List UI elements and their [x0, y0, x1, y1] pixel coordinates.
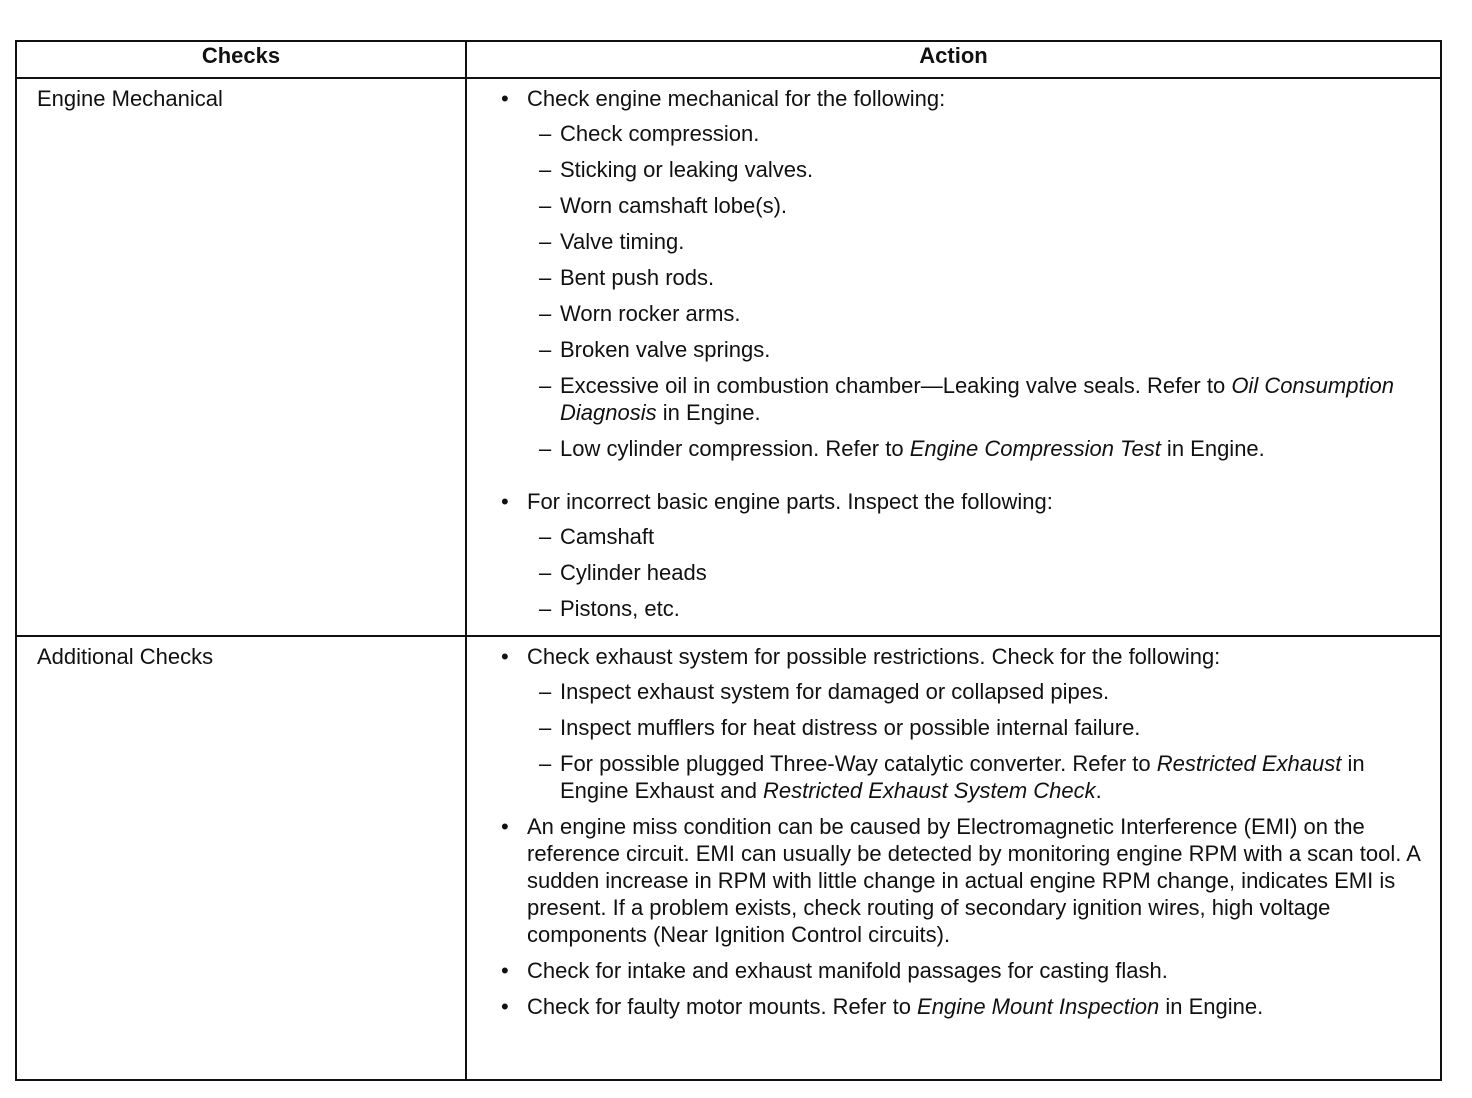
bullet-text: • For incorrect basic engine parts. Inspect the following: — [527, 489, 1053, 514]
header-action: Action — [466, 41, 1441, 78]
header-checks: Checks — [16, 41, 466, 78]
bullet-item — [501, 813, 1430, 948]
bullet-item — [501, 488, 1430, 622]
header-row — [16, 41, 1441, 78]
bullet-item — [501, 957, 1430, 984]
dash-item-text: in Engine. — [656, 400, 761, 425]
dash-item-text: . — [1095, 778, 1102, 803]
dash-list — [527, 678, 1430, 804]
table-row — [16, 636, 1441, 1080]
dash-item: – Valve timing. — [539, 228, 1430, 255]
reference-link: Restricted Exhaust — [1156, 751, 1342, 776]
bullet-text-part: Check for faulty motor mounts. Refer to — [527, 994, 918, 1019]
bullet-text — [527, 993, 1430, 1020]
dash-item: – Bent push rods. — [539, 264, 1430, 291]
action-cell — [466, 636, 1441, 1080]
dash-item-text: Low cylinder compression. Refer to — [560, 436, 910, 461]
bullet-text: • Check engine mechanical for the following: — [527, 86, 946, 111]
bullet-text: • Check exhaust system for possible restrictions. Check for the following: — [527, 644, 1221, 669]
bullet-item — [501, 643, 1430, 804]
reference-link: Engine Compression Test — [909, 436, 1161, 461]
dash-item: – Inspect mufflers for heat distress or possible internal failure. — [539, 714, 1430, 741]
dash-item-text: in Engine. — [1160, 436, 1265, 461]
diagnostic-table — [15, 40, 1442, 1081]
table-row — [16, 78, 1441, 636]
dash-item — [539, 372, 1430, 426]
bullet-item — [501, 993, 1430, 1020]
dash-item — [539, 750, 1430, 804]
reference-link: Restricted Exhaust System Check — [763, 778, 1096, 803]
dash-list — [527, 120, 1430, 462]
dash-item: – Check compression. — [539, 120, 1430, 147]
dash-item: – Sticking or leaking valves. — [539, 156, 1430, 183]
dash-item: – Broken valve springs. — [539, 336, 1430, 363]
reference-link: Oil Consumption Diagnosis — [560, 373, 1394, 425]
check-name: Additional Checks — [16, 636, 466, 1080]
dash-item-text: For possible plugged Three-Way catalytic converter. Refer to — [560, 751, 1157, 776]
dash-item — [539, 435, 1430, 462]
dash-item: – Camshaft — [539, 523, 1430, 550]
bullet-item — [501, 85, 1430, 462]
dash-item: – Pistons, etc. — [539, 595, 1430, 622]
check-name: Engine Mechanical — [16, 78, 466, 636]
action-cell — [466, 78, 1441, 636]
dash-list — [527, 523, 1430, 622]
dash-item: – Inspect exhaust system for damaged or collapsed pipes. — [539, 678, 1430, 705]
dash-item: – Cylinder heads — [539, 559, 1430, 586]
bullet-text: • An engine miss condition can be caused by Electromagnetic Interference (EMI) on the reference circuit. EMI can usually be detected by monitoring engine RPM with a scan tool. A sudden increase in RPM with little change in actual engine RPM change, indicates EMI is present. If a problem exists, check routing of secondary ignition wires, high voltage components (Near Ignition Control circuits). — [527, 814, 1420, 947]
dash-item-text: Excessive oil in combustion chamber—Leaking valve seals. Refer to — [560, 373, 1232, 398]
dash-item: – Worn rocker arms. — [539, 300, 1430, 327]
dash-item: – Worn camshaft lobe(s). — [539, 192, 1430, 219]
bullet-text: • Check for intake and exhaust manifold passages for casting flash. — [527, 958, 1168, 983]
dash-item-text: in Engine Exhaust and — [560, 751, 1365, 803]
bullet-text-part: in Engine. — [1159, 994, 1264, 1019]
reference-link: Engine Mount Inspection — [917, 994, 1160, 1019]
